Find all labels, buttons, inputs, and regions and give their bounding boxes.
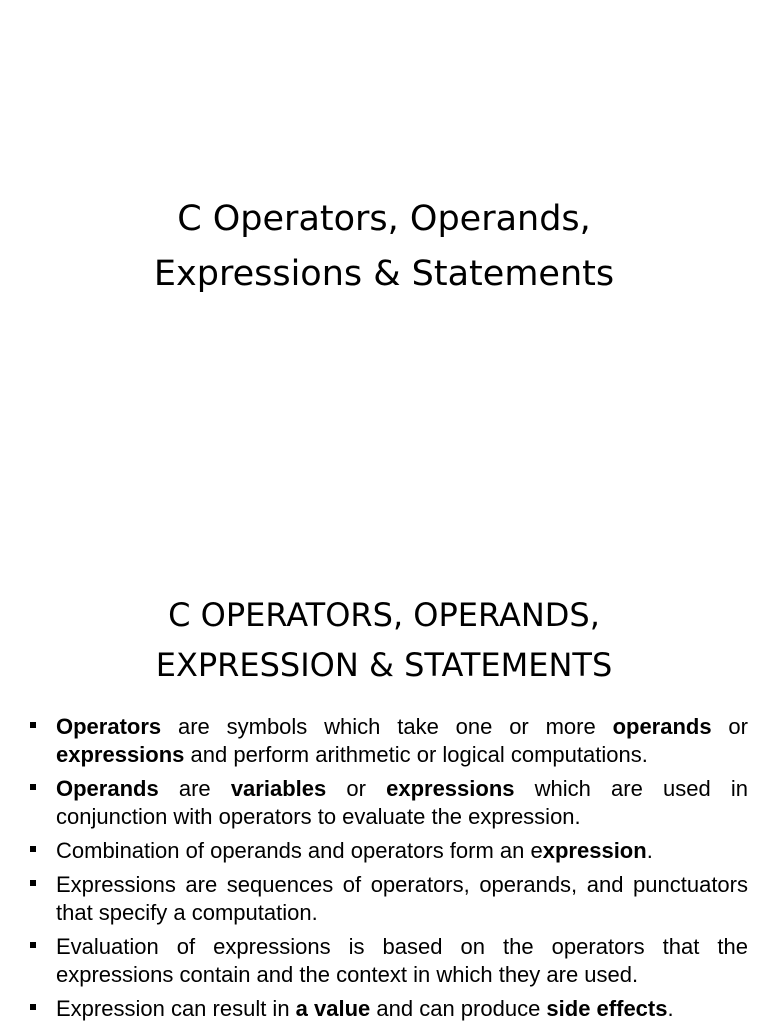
bullet-bold-text: a value xyxy=(295,996,371,1021)
bullet-text: Evaluation of expressions is based on the operators that the expressions contain and the context in which they are used. xyxy=(56,934,748,987)
bullet-item xyxy=(28,775,748,831)
bullet-square-icon xyxy=(30,942,36,948)
bullet-bold-text: expressions xyxy=(56,742,185,767)
bullet-text: are xyxy=(158,776,231,801)
bullet-square-icon xyxy=(30,846,36,852)
bullet-text: and perform arithmetic or logical computations. xyxy=(184,742,648,767)
bullet-square-icon xyxy=(30,722,36,728)
bullet-bold-text: Operands xyxy=(56,776,159,801)
bullet-text: or xyxy=(711,714,748,739)
bullet-square-icon xyxy=(30,784,36,790)
bullet-text: Expression can result in xyxy=(56,996,296,1021)
bullet-list xyxy=(28,713,748,1029)
bullet-bold-text: Operators xyxy=(56,714,162,739)
bullet-text: . xyxy=(646,838,653,863)
bullet-square-icon xyxy=(30,1004,36,1010)
bullet-text: or xyxy=(326,776,387,801)
bullet-item xyxy=(28,713,748,769)
section-title-line-1: C OPERATORS, OPERANDS, xyxy=(168,596,600,634)
section-title-line-2: EXPRESSION & STATEMENTS xyxy=(155,646,613,684)
slide-title-line-1: C Operators, Operands, xyxy=(177,199,591,239)
bullet-bold-text: variables xyxy=(230,776,327,801)
bullet-text: Expressions are sequences of operators, operands, and punctuators that specify a computation. xyxy=(56,872,748,925)
bullet-item xyxy=(28,837,748,865)
bullet-bold-text: operands xyxy=(612,714,712,739)
bullet-text: and can produce xyxy=(370,996,547,1021)
bullet-item xyxy=(28,933,748,989)
bullet-text: Combination of operands and operators form an e xyxy=(56,838,543,863)
bullet-text: are symbols which take one or more xyxy=(161,714,613,739)
bullet-bold-text: side effects xyxy=(546,996,668,1021)
bullet-text: which are used in conjunction with operators to evaluate the expression. xyxy=(56,776,748,829)
bullet-text: . xyxy=(667,996,674,1021)
bullet-square-icon xyxy=(30,880,36,886)
slide-title xyxy=(0,192,768,302)
bullet-item xyxy=(28,871,748,927)
bullet-bold-text: expressions xyxy=(386,776,515,801)
bullet-bold-text: xpression xyxy=(542,838,647,863)
slide-title-line-2: Expressions & Statements xyxy=(153,254,615,294)
section-title xyxy=(0,590,768,690)
bullet-item xyxy=(28,995,748,1023)
